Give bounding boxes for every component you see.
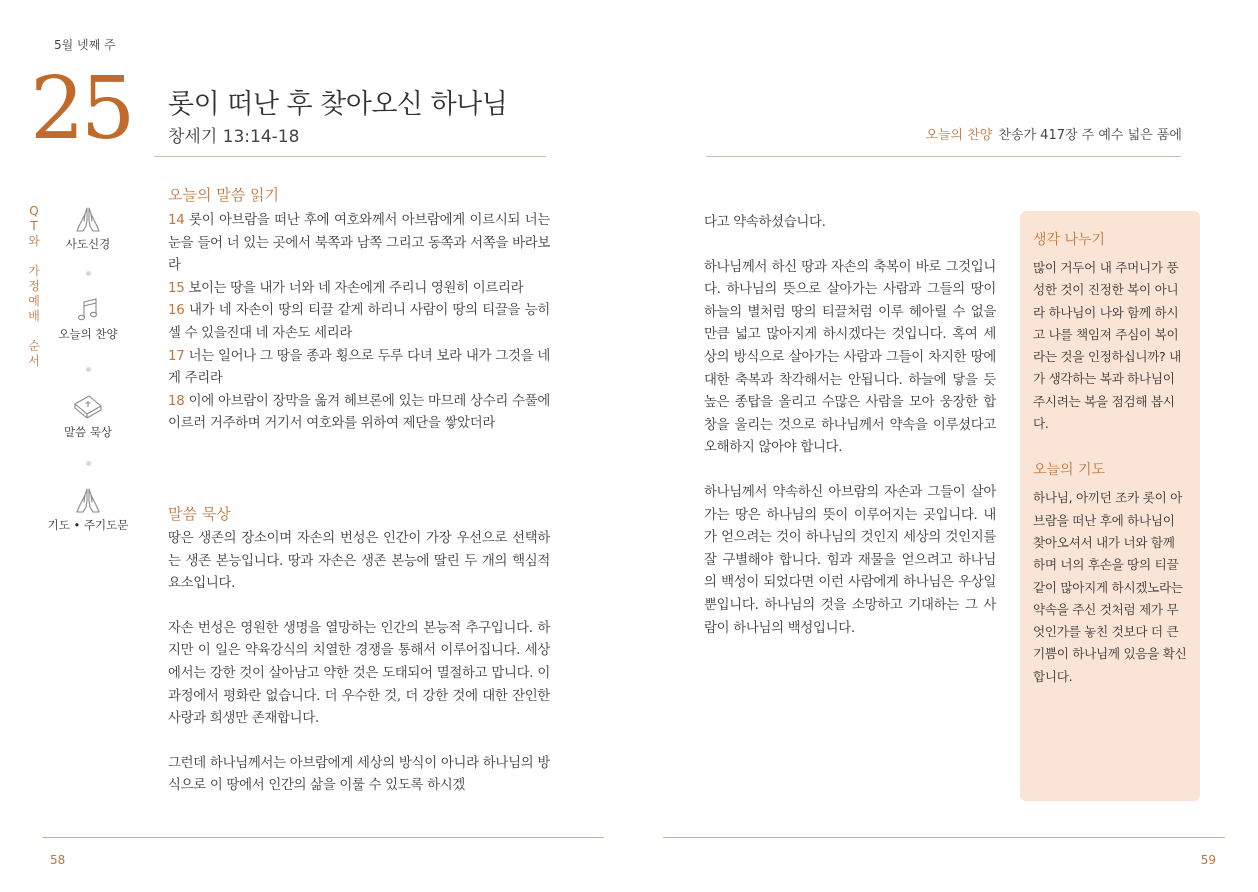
sidebar-dot	[86, 461, 91, 466]
hymn-text: 찬송가 417장 주 예수 넓은 품에	[998, 128, 1182, 143]
vlabel-char: Q	[29, 204, 39, 218]
vlabel-char: 서	[28, 354, 40, 368]
verse-number: 18	[168, 393, 185, 409]
verse-number: 17	[168, 348, 185, 364]
day-number: 25	[30, 59, 132, 159]
sidebar-item-label: 말씀 묵상	[63, 425, 113, 439]
verse	[168, 278, 550, 301]
header-divider-left	[154, 156, 546, 157]
share-text: 많이 거두어 내 주머니가 풍성한 것이 진정한 복이 아니라 하나님이 나와 함께 하시고 나를 책임져 주심이 복이라는 것을 인정하십니까? 내가 생각하는 복과 하나님이 주시려는 복을 점검해 봅시다.	[1033, 260, 1182, 432]
meditation-paragraph: 그런데 하나님께서는 아브람에게 세상의 방식이 아니라 하나님의 방식으로 이 땅에서 인간의 삶을 이룰 수 있도록 하시겠	[168, 755, 550, 794]
hymn-label: 오늘의 찬양	[925, 128, 993, 143]
reading-section-title: 오늘의 말씀 읽기	[168, 186, 279, 204]
vlabel-char: 가	[28, 264, 40, 278]
verse-number: 15	[168, 280, 185, 296]
scripture-reference: 창세기 13:14-18	[168, 127, 300, 147]
header-divider-right	[706, 156, 1181, 157]
share-title: 생각 나누기	[1033, 232, 1106, 248]
verse-text: 이에 아브람이 장막을 옮겨 헤브론에 있는 마므레 상수리 수풀에 이르러 거주하며 거기서 여호와를 위하여 제단을 쌓았더라	[168, 393, 550, 432]
page-number-right: 59	[1200, 853, 1216, 867]
vlabel-char: 와	[28, 234, 40, 248]
praying-hands-icon	[73, 204, 103, 234]
sidebar-item-apostles-creed	[38, 204, 138, 252]
bible-icon	[71, 392, 105, 422]
week-label: 5월 넷째 주	[54, 38, 116, 52]
meditation-paragraph: 땅은 생존의 장소이며 자손의 번성은 인간이 가장 우선으로 선택하는 생존 본능입니다. 땅과 자손은 생존 본능에 딸린 두 개의 핵심적 요소입니다.	[168, 531, 550, 592]
sidebar-dot	[86, 367, 91, 372]
sidebar-item-meditation	[38, 392, 138, 440]
verse-text: 내가 네 자손이 땅의 티끌 같게 하리니 사람이 땅의 티끌을 능히 셀 수 있을진대 네 자손도 세리라	[168, 303, 550, 341]
reflection-box	[1020, 211, 1200, 801]
sidebar-item-label: 기도 • 주기도문	[47, 518, 129, 532]
prayer-title: 오늘의 기도	[1033, 462, 1106, 479]
vlabel-char: 예	[28, 294, 40, 308]
meditation-paragraph: 다고 약속하셨습니다.	[704, 215, 826, 230]
vlabel-char: T	[30, 219, 38, 233]
verse-number: 14	[168, 213, 185, 228]
prayer-text: 하나님, 아끼던 조카 롯이 아브람을 떠난 후에 하나님이 찾아오셔서 내가 너와 함께 하며 너의 후손을 땅의 티끌 같이 많아지게 하시겠노라는 약속을 주신 것처럼 제가 무엇인가를 놓친 것보다 더 큰 기쁨이 하나님께 있음을 확신합니다.	[1033, 490, 1187, 684]
footer-divider-left	[42, 837, 604, 838]
bible-verses	[168, 210, 550, 436]
verse	[168, 391, 550, 436]
sidebar-item-label: 사도신경	[65, 237, 111, 251]
vlabel-char: 순	[28, 339, 40, 353]
page-title: 롯이 떠난 후 찾아오신 하나님	[168, 89, 508, 120]
vlabel-char: 정	[28, 279, 40, 293]
footer-divider-right	[663, 837, 1225, 838]
verse-text: 보이는 땅을 내가 너와 네 자손에게 주리니 영원히 이르리라	[184, 280, 524, 296]
verse	[168, 210, 550, 278]
sidebar-item-label: 오늘의 찬양	[58, 327, 118, 341]
sidebar-item-prayer	[38, 485, 138, 533]
vlabel-char: 배	[28, 309, 40, 323]
verse	[168, 346, 550, 391]
verse-text: 너는 일어나 그 땅을 종과 횡으로 두루 다녀 보라 내가 그것을 네게 주리라	[168, 348, 550, 387]
sidebar-dot	[86, 271, 91, 276]
verse-number: 16	[168, 303, 185, 319]
meditation-text-right	[704, 212, 996, 640]
verse	[168, 300, 550, 345]
sidebar-item-todays-hymn	[38, 296, 138, 342]
meditation-paragraph: 자손 번성은 영원한 생명을 열망하는 인간의 본능적 추구입니다. 하지만 이 일은 약육강식의 치열한 경쟁을 통해서 이루어집니다. 세상에서는 강한 것이 살아남고 약한 것은 도태되어 멸절하고 맙니다. 이 과정에서 평화란 없습니다. 더 우수한 것, 더 강한 것에 대한 잔인한 사랑과 희생만 존재합니다.	[168, 620, 550, 727]
page-number-left: 58	[50, 853, 66, 867]
verse-text: 롯이 아브람을 떠난 후에 여호와께서 아브람에게 이르시되 너는 눈을 들어 너 있는 곳에서 북쪽과 남쪽 그리고 동쪽과 서쪽을 바라보라	[168, 213, 550, 274]
praying-hands-icon	[73, 485, 103, 515]
music-note-icon	[73, 296, 103, 324]
meditation-section-title: 말씀 묵상	[168, 505, 231, 523]
todays-hymn	[925, 124, 1182, 143]
meditation-paragraph: 하나님께서 하신 땅과 자손의 축복이 바로 그것입니다. 하나님의 뜻으로 살아가는 사람과 그들의 땅이 하늘의 별처럼 땅의 티끌처럼 이루 헤아릴 수 없을만큼 넓고 많아지게 하시겠다는 것입니다. 혹여 세상의 방식으로 살아가는 사람과 그들이 차지한 땅에 대한 축복과 착각해서는 안됩니다. 하늘에 닿을 듯 높은 종탑을 올리고 수많은 사람을 모아 웅장한 합창을 울리는 것으로 하나님께서 약속을 이루셨다고 오해하지 않아야 합니다.	[704, 259, 996, 456]
meditation-paragraph: 하나님께서 약속하신 아브람의 자손과 그들이 살아가는 땅은 하나님의 뜻이 이루어지는 곳입니다. 내가 얻으려는 것이 하나님의 것인지 세상의 것인지를 잘 구별해야 합니다. 힘과 재물을 얻으려고 하나님의 백성이 되었다면 이런 사람에게 하나님은 우상일 뿐입니다. 하나님의 것을 소망하고 기대하는 그 사람이 하나님의 백성입니다.	[704, 484, 996, 636]
meditation-text-left	[168, 528, 550, 798]
